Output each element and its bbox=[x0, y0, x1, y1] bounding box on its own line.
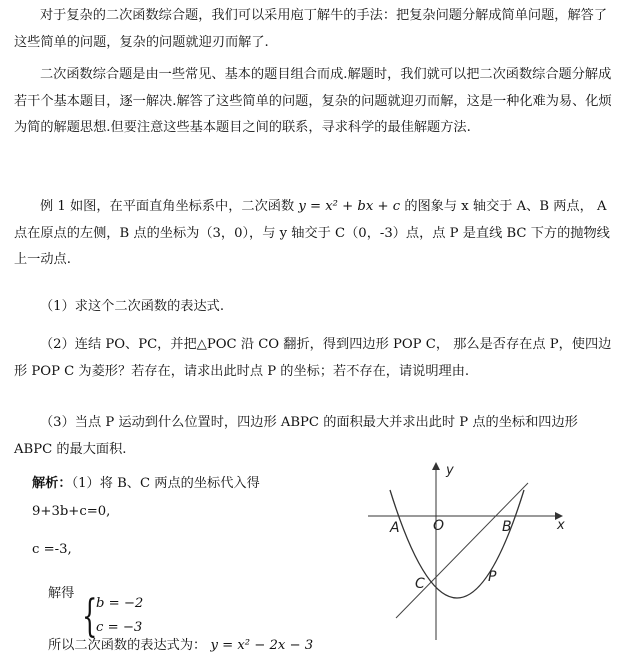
c-value: c = −3 bbox=[96, 620, 143, 635]
solution-step-1-text: （1）将 B、C 两点的坐标代入得 bbox=[71, 476, 260, 491]
point-b-label: B bbox=[502, 519, 512, 535]
point-p-label: P bbox=[488, 569, 497, 585]
example-prefix: 例 1 如图，在平面直角坐标系中，二次函数 bbox=[40, 199, 295, 214]
intro-paragraph-2: 二次函数综合题是由一些常见、基本的题目组合而成.解题时，我们就可以把二次函数综合题分解成若干个基本题目，逐一解决.解答了这些简单的问题，复杂的问题就迎刃而解，这是一种化难为易、化烦为简的解题思想.但要注意这些基本题目之间的联系，寻求科学的最佳解题方法. bbox=[14, 67, 612, 135]
solution-step-1 bbox=[32, 472, 260, 491]
point-c-label: C bbox=[415, 576, 425, 592]
result-formula: y = x² − 2x − 3 bbox=[210, 638, 314, 653]
question-2: （2）连结 PO、PC，并把△POC 沿 CO 翻折，得到四边形 POP C， 那么是否存在点 P，使四边形 POP C 为菱形？若存在，请求出此时点 P 的坐标；若不存在，请说明理由. bbox=[14, 337, 612, 379]
system-brace: { bbox=[82, 591, 98, 642]
parabola-curve bbox=[390, 490, 524, 598]
solved-prefix: 解得 bbox=[48, 586, 75, 601]
equation-1: 9+3b+c=0, bbox=[32, 504, 111, 519]
y-axis-arrow-icon bbox=[432, 462, 440, 470]
result-prefix: 所以二次函数的表达式为： bbox=[48, 638, 207, 653]
example-formula: y = x² + bx + c bbox=[298, 199, 401, 214]
y-axis-label: y bbox=[446, 463, 454, 478]
solution-label: 解析： bbox=[32, 476, 72, 491]
intro-paragraph-1: 对于复杂的二次函数综合题，我们可以采用庖丁解牛的手法：把复杂问题分解成简单问题，解答了这些简单的问题，复杂的问题就迎刃而解了. bbox=[14, 8, 608, 50]
example-suffix: 的图象与 x 轴交于 A、B 两点， A点在原点的左侧，B 点的坐标为（3，0），与 y 轴交于 C（0，-3）点，点 P 是直线 BC 下方的抛物线上一动点. bbox=[14, 199, 610, 267]
question-3: （3）当点 P 运动到什么位置时，四边形 ABPC 的面积最大并求出此时 P 点的坐标和四边形 ABPC 的最大面积. bbox=[14, 415, 578, 457]
example-statement bbox=[14, 194, 614, 274]
equation-2: c =-3, bbox=[32, 542, 72, 557]
parabola-figure bbox=[360, 460, 570, 645]
b-value: b = −2 bbox=[96, 596, 144, 611]
x-axis-label: x bbox=[557, 518, 565, 533]
point-a-label: A bbox=[390, 520, 400, 536]
result-line bbox=[48, 634, 313, 653]
point-o-label: O bbox=[433, 518, 445, 534]
question-1: （1）求这个二次函数的表达式. bbox=[40, 299, 225, 314]
